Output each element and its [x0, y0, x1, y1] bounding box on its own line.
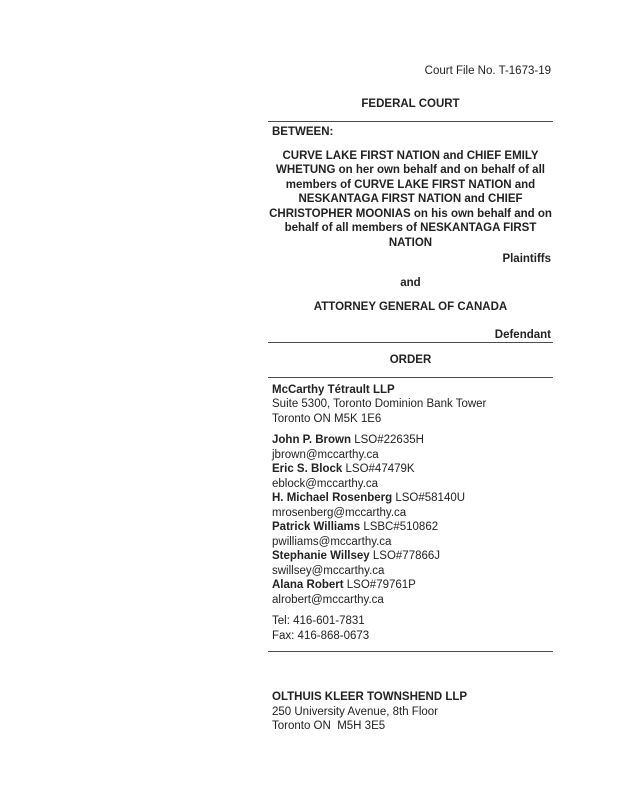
firm-2-name: OLTHUIS KLEER TOWNSHEND LLP — [272, 691, 468, 703]
lawyer-name: Patrick Williams — [272, 521, 361, 533]
lawyer-name: Stephanie Willsey — [272, 550, 370, 562]
contact-block — [272, 614, 553, 643]
lawyer-row — [272, 462, 553, 477]
style-of-cause-line: WHETUNG on her own behalf and on behalf of all — [276, 164, 545, 176]
court-file-number: Court File No. T-1673-19 — [424, 65, 551, 77]
separator-line-4 — [268, 651, 553, 652]
fax-line: Fax: 416-868-0673 — [272, 629, 370, 642]
separator-line-3 — [268, 377, 553, 378]
lawyer-name: H. Michael Rosenberg — [272, 492, 393, 504]
lawyer-email: swillsey@mccarthy.ca — [272, 564, 385, 577]
lawyer-row — [272, 433, 553, 448]
lawyer-id: LSO#77866J — [372, 550, 441, 562]
and-separator: and — [400, 276, 421, 289]
lawyer-id: LSO#22635H — [354, 434, 424, 446]
plaintiffs-label: Plaintiffs — [502, 253, 551, 265]
lawyer-id: LSBC#510862 — [363, 521, 439, 533]
between-label: BETWEEN: — [272, 126, 334, 138]
firm-1-address-line-2: Toronto ON M5K 1E6 — [272, 412, 382, 425]
defendant-name: ATTORNEY GENERAL OF CANADA — [313, 301, 508, 313]
separator-line-2 — [268, 342, 553, 343]
style-of-cause-line: NESKANTAGA FIRST NATION and CHIEF — [298, 193, 523, 205]
separator-line-1 — [268, 121, 553, 122]
lawyer-list — [272, 433, 553, 607]
defendant-label: Defendant — [494, 328, 551, 341]
lawyer-id: LSO#58140U — [395, 492, 466, 504]
document-column — [268, 0, 553, 734]
lawyer-email: jbrown@mccarthy.ca — [272, 448, 379, 461]
firm-2-address-line-1: 250 University Avenue, 8th Floor — [272, 705, 438, 718]
lawyer-name: Eric S. Block — [272, 463, 343, 475]
firm-2-address-line-2: Toronto ON M5H 3E5 — [272, 720, 386, 732]
firm-1-block — [268, 383, 553, 644]
lawyer-id: LSO#47479K — [345, 463, 415, 475]
style-of-cause-line: behalf of all members of NESKANTAGA FIRST — [284, 222, 537, 234]
order-title: ORDER — [389, 354, 432, 366]
lawyer-name: John P. Brown — [272, 434, 352, 446]
style-of-cause-line: NATION — [388, 236, 433, 249]
style-of-cause-line: CHRISTOPHER MOONIAS on his own behalf and on — [269, 207, 552, 220]
tel-line: Tel: 416-601-7831 — [272, 615, 365, 627]
firm-2-block — [268, 690, 553, 734]
lawyer-email: alrobert@mccarthy.ca — [272, 593, 384, 606]
style-of-cause — [268, 149, 553, 251]
lawyer-id: LSO#79761P — [346, 579, 416, 591]
style-of-cause-line: CURVE LAKE FIRST NATION and CHIEF EMILY — [282, 149, 539, 162]
lawyer-row — [272, 491, 553, 506]
court-name: FEDERAL COURT — [361, 97, 460, 110]
lawyer-row — [272, 578, 553, 593]
lawyer-name: Alana Robert — [272, 579, 344, 591]
firm-1-address-line-1: Suite 5300, Toronto Dominion Bank Tower — [272, 398, 487, 410]
lawyer-row — [272, 549, 553, 564]
lawyer-email: eblock@mccarthy.ca — [272, 477, 379, 490]
lawyer-email: pwilliams@mccarthy.ca — [272, 535, 392, 548]
firm-1-name: McCarthy Tétrault LLP — [272, 383, 395, 396]
style-of-cause-line: members of CURVE LAKE FIRST NATION and — [285, 178, 536, 191]
lawyer-row — [272, 520, 553, 535]
lawyer-email: mrosenberg@mccarthy.ca — [272, 506, 407, 519]
